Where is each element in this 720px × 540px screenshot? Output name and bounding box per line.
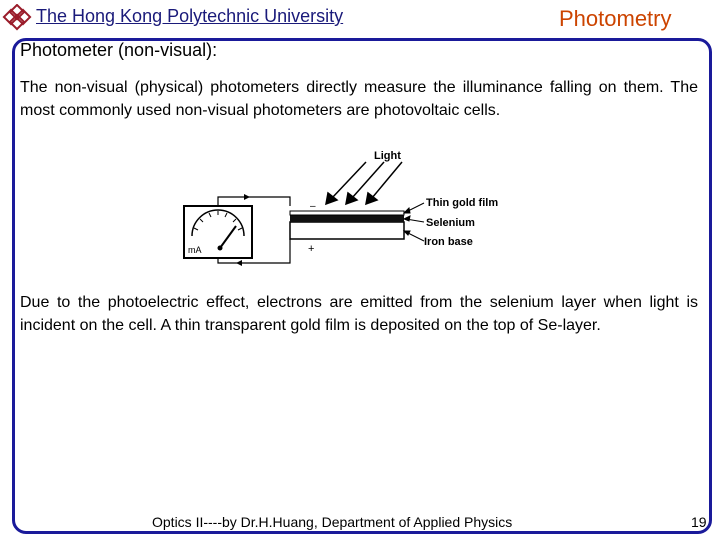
footer-credit: Optics II----by Dr.H.Huang, Department of Applied Physics [152,514,513,530]
intro-paragraph: The non-visual (physical) photometers directly measure the illuminance falling on them. The most commonly used non-visual photometers are photovoltaic cells. [20,79,698,119]
light-label: Light [374,150,401,162]
meter-needle [220,226,236,248]
light-rays [326,162,402,204]
iron-base [290,222,404,239]
meter-pivot [218,246,223,251]
iron-base-label: Iron base [424,236,473,248]
slide-title: Photometry [559,6,672,31]
photovoltaic-cell-diagram [176,140,516,272]
meter-label: mA [188,245,202,255]
university-logo [2,4,34,32]
selenium-layer [290,215,404,222]
page-number: 19 [691,514,707,530]
selenium-label: Selenium [426,217,475,229]
gold-film [290,211,404,215]
gold-film-label: Thin gold film [426,197,499,209]
wire-bottom [218,239,290,263]
effect-paragraph: Due to the photoelectric effect, electrons are emitted from the selenium layer when light is incident on the cell. A thin transparent gold film is deposited on the top of Se-layer. [20,294,698,334]
minus-terminal: – [310,201,316,212]
wire-top [218,197,290,206]
plus-terminal: + [308,243,315,255]
university-name[interactable]: The Hong Kong Polytechnic University [36,6,344,26]
section-title: Photometer (non-visual): [20,40,218,60]
